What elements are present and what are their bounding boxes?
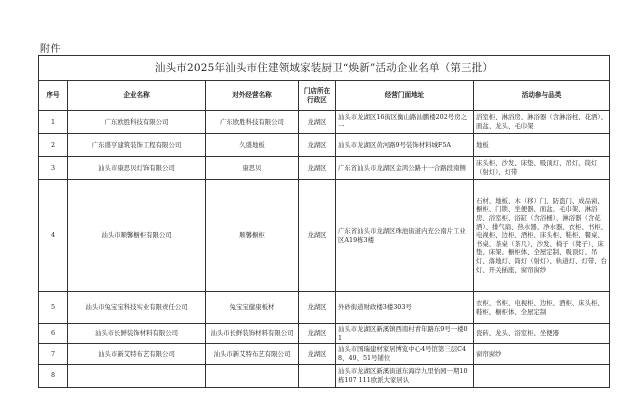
- cell-seq: 7: [39, 344, 68, 364]
- table-row: [39, 292, 610, 324]
- cell-seq: 4: [39, 180, 68, 292]
- cell-district: 龙湖区: [299, 344, 336, 364]
- table-row: [39, 134, 610, 157]
- cell-brand: 顺馨橱柜: [206, 180, 299, 292]
- header-district: 门店所在行政区: [299, 81, 336, 111]
- cell-company: 汕头市康思贝灯饰有限公司: [68, 157, 206, 180]
- cell-products: 地板: [474, 134, 610, 157]
- cell-district: 龙湖区: [299, 111, 336, 134]
- cell-address: 广东省汕头市龙湖区珠池街道内充公南片工业区A19栋3楼: [336, 180, 474, 292]
- cell-company: 汕头市兔宝宝科技实业有限责任公司: [68, 292, 206, 324]
- cell-products: 窗帘窗纱: [474, 344, 610, 364]
- cell-products: 瓷砖、龙头、浴室柜、坐便器: [474, 324, 610, 344]
- attachment-label: 附件: [40, 44, 61, 55]
- table-title: 汕头市2025年汕头市住建领域家装厨卫“焕新”活动企业名单（第三批）: [39, 56, 610, 81]
- header-products: 活动参与品类: [474, 81, 610, 111]
- table-row: [39, 111, 610, 134]
- table-row: [39, 324, 610, 344]
- cell-brand: [206, 364, 299, 387]
- header-brand: 对外经营名称: [206, 81, 299, 111]
- table-row: [39, 180, 610, 292]
- cell-company: 汕头市新艾特布艺有限公司: [68, 344, 206, 364]
- table-row: [39, 364, 610, 387]
- cell-products: [474, 364, 610, 387]
- cell-address: 汕头市龙湖区16街区衡山路汕鹏楼202号房之一: [336, 111, 474, 134]
- cell-company: 广东盛亨建筑装饰工程有限公司: [68, 134, 206, 157]
- cell-company: 汕头市长鲜装饰材料有限公司: [68, 324, 206, 344]
- cell-district: [299, 364, 336, 387]
- cell-products: 石材、地板、木（移）门、防盗门、成品窗、橱柜、门锁、坐便器、面盆、毛巾架、淋浴房、浴室柜、浴缸（含浴桶）、淋浴器（含花洒）、排气扇、热水器、净水器、衣柜、书柜、电视柜、边柜、酒柜、床头柜、鞋柜、餐桌、书桌、茶桌（茶几）、沙发、椅子（凳子）、床垫、床架、橱柜体、全屋定制、吸顶灯、吊灯、落地灯、筒灯（射灯）、轨道灯、灯带、台灯、开关插座、窗帘窗纱: [474, 180, 610, 292]
- cell-brand: 广东欧胜科技有限公司: [206, 111, 299, 134]
- cell-brand: 汕头市新艾特布艺有限公司: [206, 344, 299, 364]
- cell-address: 汕头市国瑞建材家居博览中心4号馆第三层C48、49、51号铺位: [336, 344, 474, 364]
- title-row: [39, 56, 610, 81]
- cell-address: 汕头市龙湖区黄河路9号装饰材料城F5A: [336, 134, 474, 157]
- header-seq: 序号: [39, 81, 68, 111]
- table-row: [39, 157, 610, 180]
- cell-company: [68, 364, 206, 387]
- cell-company: 汕头市顺馨橱柜有限公司: [68, 180, 206, 292]
- cell-district: 龙湖区: [299, 292, 336, 324]
- cell-seq: 2: [39, 134, 68, 157]
- cell-seq: 8: [39, 364, 68, 387]
- cell-brand: 汕头市长鲜装饰材料有限公司: [206, 324, 299, 344]
- cell-address: 汕头市龙湖区新溪镇西南村青年路东9号一楼01: [336, 324, 474, 344]
- cell-address: 汕头市龙湖区新溪街道东海岸九里怡园一期10栋107 111欧派大家居认: [336, 364, 474, 387]
- header-row: [39, 81, 610, 111]
- cell-seq: 6: [39, 324, 68, 344]
- cell-seq: 1: [39, 111, 68, 134]
- cell-brand: 兔宝宝健康板材: [206, 292, 299, 324]
- cell-products: 衣柜、书柜、电视柜、边柜、酒柜、床头柜、鞋柜、橱柜体、全屋定制: [474, 292, 610, 324]
- table-row: [39, 344, 610, 364]
- cell-seq: 5: [39, 292, 68, 324]
- cell-district: 龙湖区: [299, 324, 336, 344]
- cell-address: 外砂街道财政楼3楼303号: [336, 292, 474, 324]
- cell-products: 浴室柜、淋浴房、淋浴器（含淋浴柱、花洒）、面盆、龙头、毛巾架: [474, 111, 610, 134]
- header-company: 企业名称: [68, 81, 206, 111]
- cell-district: 龙湖区: [299, 134, 336, 157]
- cell-address: 广东省汕头市龙湖区金鸿公路十一合路段南侧: [336, 157, 474, 180]
- cell-district: 龙湖区: [299, 180, 336, 292]
- company-list-table: [38, 55, 610, 388]
- cell-company: 广东欧胜科技有限公司: [68, 111, 206, 134]
- header-address: 经营门面地址: [336, 81, 474, 111]
- cell-seq: 3: [39, 157, 68, 180]
- cell-brand: 久盛地板: [206, 134, 299, 157]
- cell-brand: 康思贝: [206, 157, 299, 180]
- cell-district: 龙湖区: [299, 157, 336, 180]
- cell-products: 床头柜、沙发、床垫、吸顶灯、吊灯、筒灯（射灯）、灯带: [474, 157, 610, 180]
